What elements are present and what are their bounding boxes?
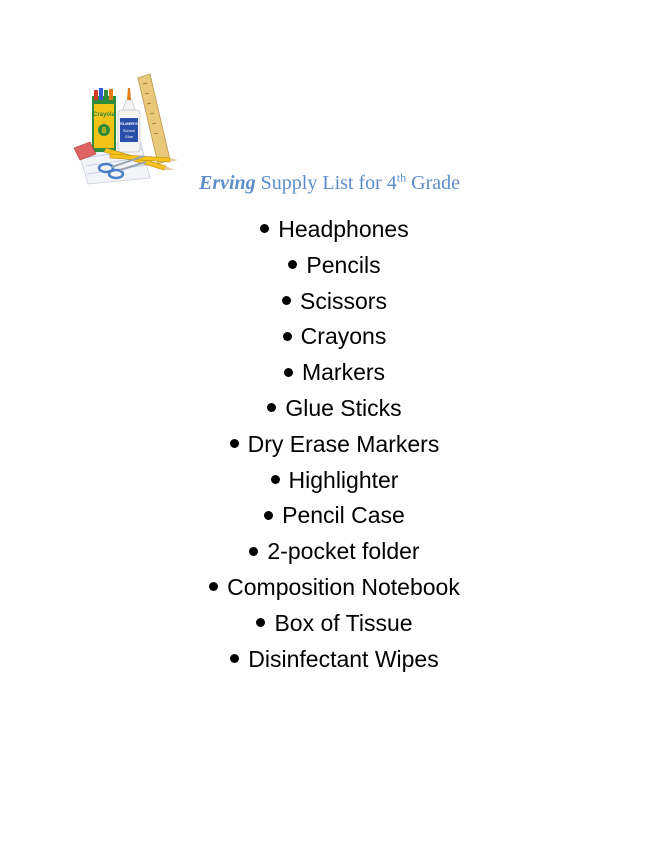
list-item	[0, 642, 649, 678]
title-ordinal-suffix: th	[396, 170, 407, 185]
list-item	[0, 534, 649, 570]
bullet-icon	[249, 547, 258, 556]
list-item	[0, 355, 649, 391]
list-item	[0, 606, 649, 642]
list-item-label: 2-pocket folder	[267, 538, 420, 565]
list-item	[0, 570, 649, 606]
bullet-icon	[288, 260, 297, 269]
list-item	[0, 284, 649, 320]
bullet-icon	[209, 582, 218, 591]
title-prefix: Supply List for 4	[260, 172, 397, 194]
bullet-icon	[283, 332, 292, 341]
bullet-icon	[260, 224, 269, 233]
title-brand: Erving	[198, 172, 256, 194]
svg-text:8: 8	[101, 126, 107, 135]
school-supplies-clipart-icon	[70, 70, 180, 185]
list-item	[0, 463, 649, 499]
supply-list	[0, 212, 649, 677]
svg-text:Glue: Glue	[124, 134, 134, 139]
title-suffix: Grade	[411, 172, 460, 194]
bullet-icon	[284, 368, 293, 377]
list-item	[0, 391, 649, 427]
bullet-icon	[271, 475, 280, 484]
list-item-label: Scissors	[300, 287, 387, 314]
list-item	[0, 248, 649, 284]
list-item	[0, 319, 649, 355]
list-item-label: Composition Notebook	[227, 573, 460, 600]
list-item-label: Dry Erase Markers	[247, 430, 440, 457]
list-item-label: Glue Sticks	[285, 394, 402, 421]
list-item	[0, 498, 649, 534]
list-item-label: Highlighter	[288, 466, 399, 493]
list-item	[0, 212, 649, 248]
svg-text:Crayola: Crayola	[92, 112, 116, 118]
svg-text:ELMER'S: ELMER'S	[120, 121, 138, 126]
list-item-label: Pencil Case	[282, 502, 405, 529]
page-title	[0, 172, 649, 195]
bullet-icon	[230, 439, 239, 448]
bullet-icon	[256, 618, 265, 627]
bullet-icon	[282, 296, 291, 305]
list-item-label: Crayons	[300, 323, 387, 350]
list-item-label: Headphones	[278, 216, 409, 242]
list-item-label: Markers	[301, 359, 386, 386]
list-item-label: Box of Tissue	[274, 609, 413, 636]
bullet-icon	[230, 654, 239, 663]
list-item-label: Pencils	[306, 251, 381, 278]
list-item	[0, 427, 649, 463]
svg-text:School: School	[122, 128, 136, 133]
bullet-icon	[264, 511, 273, 520]
list-item-label: Disinfectant Wipes	[248, 645, 439, 672]
bullet-icon	[267, 403, 276, 412]
